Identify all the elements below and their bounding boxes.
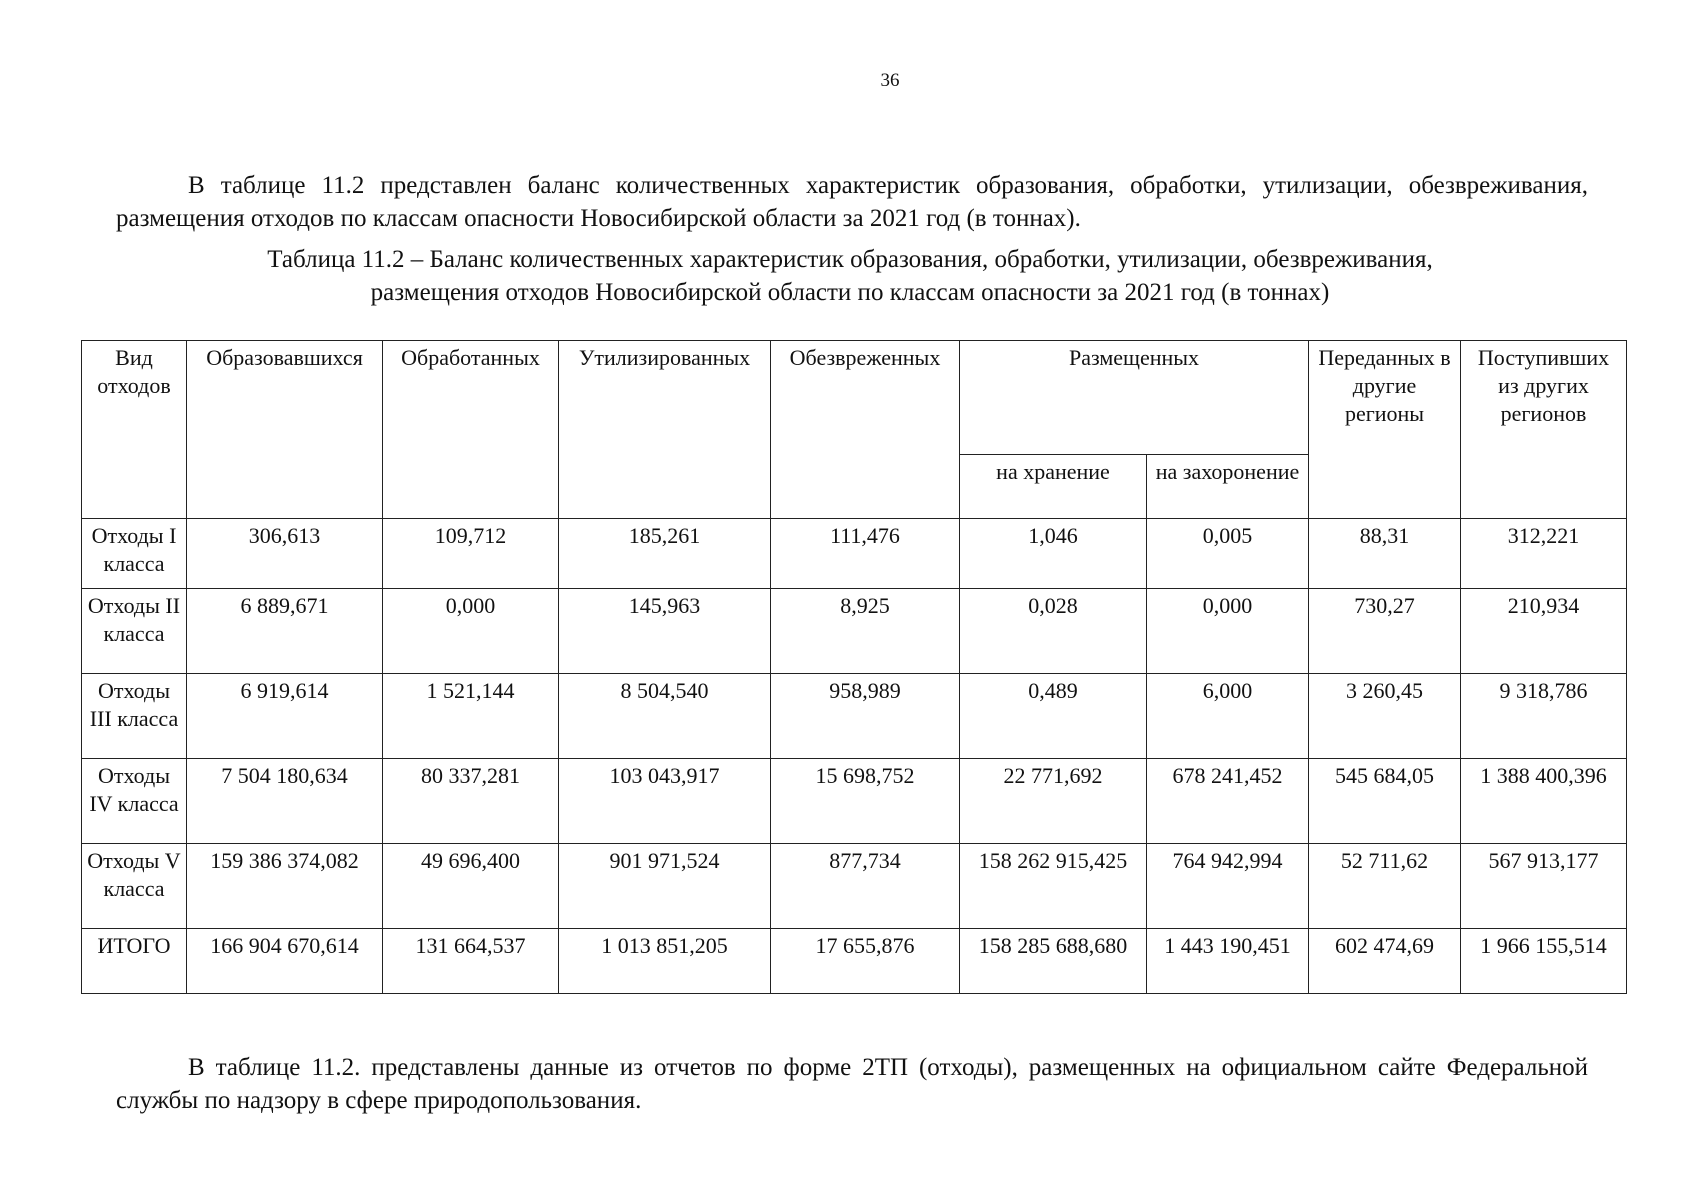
cell-received: 1 966 155,514 [1461,929,1627,994]
cell-placed-burial: 6,000 [1147,674,1309,759]
header-placed-burial: на захоронение [1147,455,1309,519]
cell-utilized: 1 013 851,205 [559,929,771,994]
cell-received: 567 913,177 [1461,844,1627,929]
row-label-total: ИТОГО [82,929,187,994]
cell-utilized: 901 971,524 [559,844,771,929]
header-waste-type: Вид отходов [82,341,187,519]
cell-generated: 6 919,614 [187,674,383,759]
cell-processed: 80 337,281 [383,759,559,844]
header-processed: Обработанных [383,341,559,519]
cell-received: 1 388 400,396 [1461,759,1627,844]
table-row [82,844,1627,929]
header-transferred: Переданных в другие регионы [1309,341,1461,519]
cell-transferred: 602 474,69 [1309,929,1461,994]
cell-placed-storage: 0,028 [960,589,1147,674]
cell-placed-burial: 764 942,994 [1147,844,1309,929]
header-generated: Образовавшихся [187,341,383,519]
cell-processed: 109,712 [383,519,559,589]
cell-generated: 166 904 670,614 [187,929,383,994]
header-received: Поступивших из других регионов [1461,341,1627,519]
cell-processed: 49 696,400 [383,844,559,929]
cell-placed-storage: 158 262 915,425 [960,844,1147,929]
row-label-class-3: Отходы III класса [82,674,187,759]
table-row [82,674,1627,759]
cell-neutralized: 17 655,876 [771,929,960,994]
cell-placed-storage: 1,046 [960,519,1147,589]
table-row-total [82,929,1627,994]
cell-transferred: 545 684,05 [1309,759,1461,844]
cell-transferred: 52 711,62 [1309,844,1461,929]
table-row [82,759,1627,844]
row-label-class-1: Отходы I класса [82,519,187,589]
header-utilized: Утилизированных [559,341,771,519]
cell-neutralized: 877,734 [771,844,960,929]
cell-transferred: 730,27 [1309,589,1461,674]
cell-neutralized: 8,925 [771,589,960,674]
cell-processed: 131 664,537 [383,929,559,994]
cell-placed-storage: 158 285 688,680 [960,929,1147,994]
cell-received: 312,221 [1461,519,1627,589]
cell-generated: 306,613 [187,519,383,589]
header-placed: Размещенных [960,341,1309,455]
cell-processed: 1 521,144 [383,674,559,759]
cell-utilized: 185,261 [559,519,771,589]
cell-placed-burial: 678 241,452 [1147,759,1309,844]
cell-received: 210,934 [1461,589,1627,674]
cell-placed-storage: 22 771,692 [960,759,1147,844]
page-number: 36 [880,70,900,91]
cell-neutralized: 958,989 [771,674,960,759]
table-row [82,519,1627,589]
table-caption [150,243,1550,309]
table-caption-line-2: размещения отходов Новосибирской области по классам опасности за 2021 год (в тоннах) [370,279,1330,306]
row-label-class-4: Отходы IV класса [82,759,187,844]
cell-placed-storage: 0,489 [960,674,1147,759]
cell-placed-burial: 0,005 [1147,519,1309,589]
table-caption-line-1: Таблица 11.2 – Баланс количественных характеристик образования, обработки, утилизации, обезвреживания, [267,246,1433,273]
cell-generated: 159 386 374,082 [187,844,383,929]
table-row [82,589,1627,674]
cell-placed-burial: 1 443 190,451 [1147,929,1309,994]
cell-processed: 0,000 [383,589,559,674]
row-label-class-5: Отходы V класса [82,844,187,929]
header-row-1 [82,341,1627,455]
cell-transferred: 3 260,45 [1309,674,1461,759]
cell-placed-burial: 0,000 [1147,589,1309,674]
cell-received: 9 318,786 [1461,674,1627,759]
row-label-class-2: Отходы II класса [82,589,187,674]
header-placed-storage: на хранение [960,455,1147,519]
cell-utilized: 8 504,540 [559,674,771,759]
waste-balance-table [81,340,1627,994]
cell-transferred: 88,31 [1309,519,1461,589]
outro-paragraph: В таблице 11.2. представлены данные из отчетов по форме 2ТП (отходы), размещенных на официальном сайте Федеральной службы по надзору в сфере природопользования. [116,1054,1588,1114]
header-neutralized: Обезвреженных [771,341,960,519]
cell-generated: 7 504 180,634 [187,759,383,844]
cell-utilized: 103 043,917 [559,759,771,844]
cell-utilized: 145,963 [559,589,771,674]
cell-neutralized: 15 698,752 [771,759,960,844]
cell-generated: 6 889,671 [187,589,383,674]
cell-neutralized: 111,476 [771,519,960,589]
intro-paragraph: В таблице 11.2 представлен баланс количественных характеристик образования, обработки, утилизации, обезвреживания, размещения отходов по классам опасности Новосибирской области за 2021 год (в тоннах). [116,172,1588,232]
